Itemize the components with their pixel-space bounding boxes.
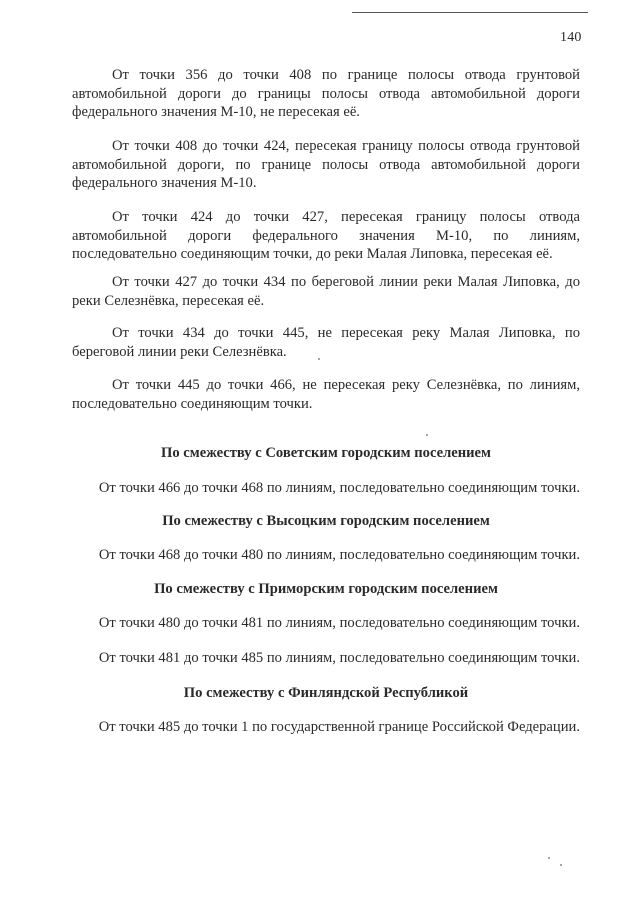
scan-speck [318,358,320,360]
section-heading-primorsky: По смежеству с Приморским городским поселением [154,581,498,597]
paragraph-4: От точки 427 до точки 434 по береговой линии реки Малая Липовка, до реки Селезнёвка, пересекая её. [72,274,580,309]
section-heading-sovetsky: По смежеству с Советским городским поселением [161,445,491,461]
section-line-finland: От точки 485 до точки 1 по государственной границе Российской Федерации. [98,719,580,735]
section-heading-vysotsky: По смежеству с Высоцким городским поселением [162,513,490,529]
paragraph-5: От точки 434 до точки 445, не пересекая реку Малая Липовка, по береговой линии реки Селезнёвка. [72,325,580,360]
section-line-primorsky-2: От точки 481 до точки 485 по линиям, последовательно соединяющим точки. [98,650,580,666]
section-line-primorsky-1: От точки 480 до точки 481 по линиям, последовательно соединяющим точки. [98,615,580,631]
section-line-sovetsky: От точки 466 до точки 468 по линиям, последовательно соединяющим точки. [98,480,580,496]
scan-speck [560,864,562,866]
paragraph-2: От точки 408 до точки 424, пересекая границу полосы отвода грунтовой автомобильной дороги, по границе полосы отвода автомобильной дороги федерального значения М-10. [72,138,580,191]
paragraph-1: От точки 356 до точки 408 по границе полосы отвода грунтовой автомобильной дороги до границы полосы отвода автомобильной дороги федерального значения М-10, не пересекая её. [72,67,580,120]
scan-speck [548,857,550,859]
scan-speck [426,434,428,436]
top-rule [352,12,588,13]
paragraph-3: От точки 424 до точки 427, пересекая границу полосы отвода автомобильной дороги федерального значения М-10, по линиям, последовательно соединяющим точки, до реки Малая Липовка, пересекая её. [72,209,580,262]
paragraph-6: От точки 445 до точки 466, не пересекая реку Селезнёвка, по линиям, последовательно соединяющим точки. [72,377,580,412]
section-heading-finland: По смежеству с Финляндской Республикой [183,685,469,701]
section-line-vysotsky: От точки 468 до точки 480 по линиям, последовательно соединяющим точки. [98,547,580,563]
page-number: 140 [560,30,582,45]
